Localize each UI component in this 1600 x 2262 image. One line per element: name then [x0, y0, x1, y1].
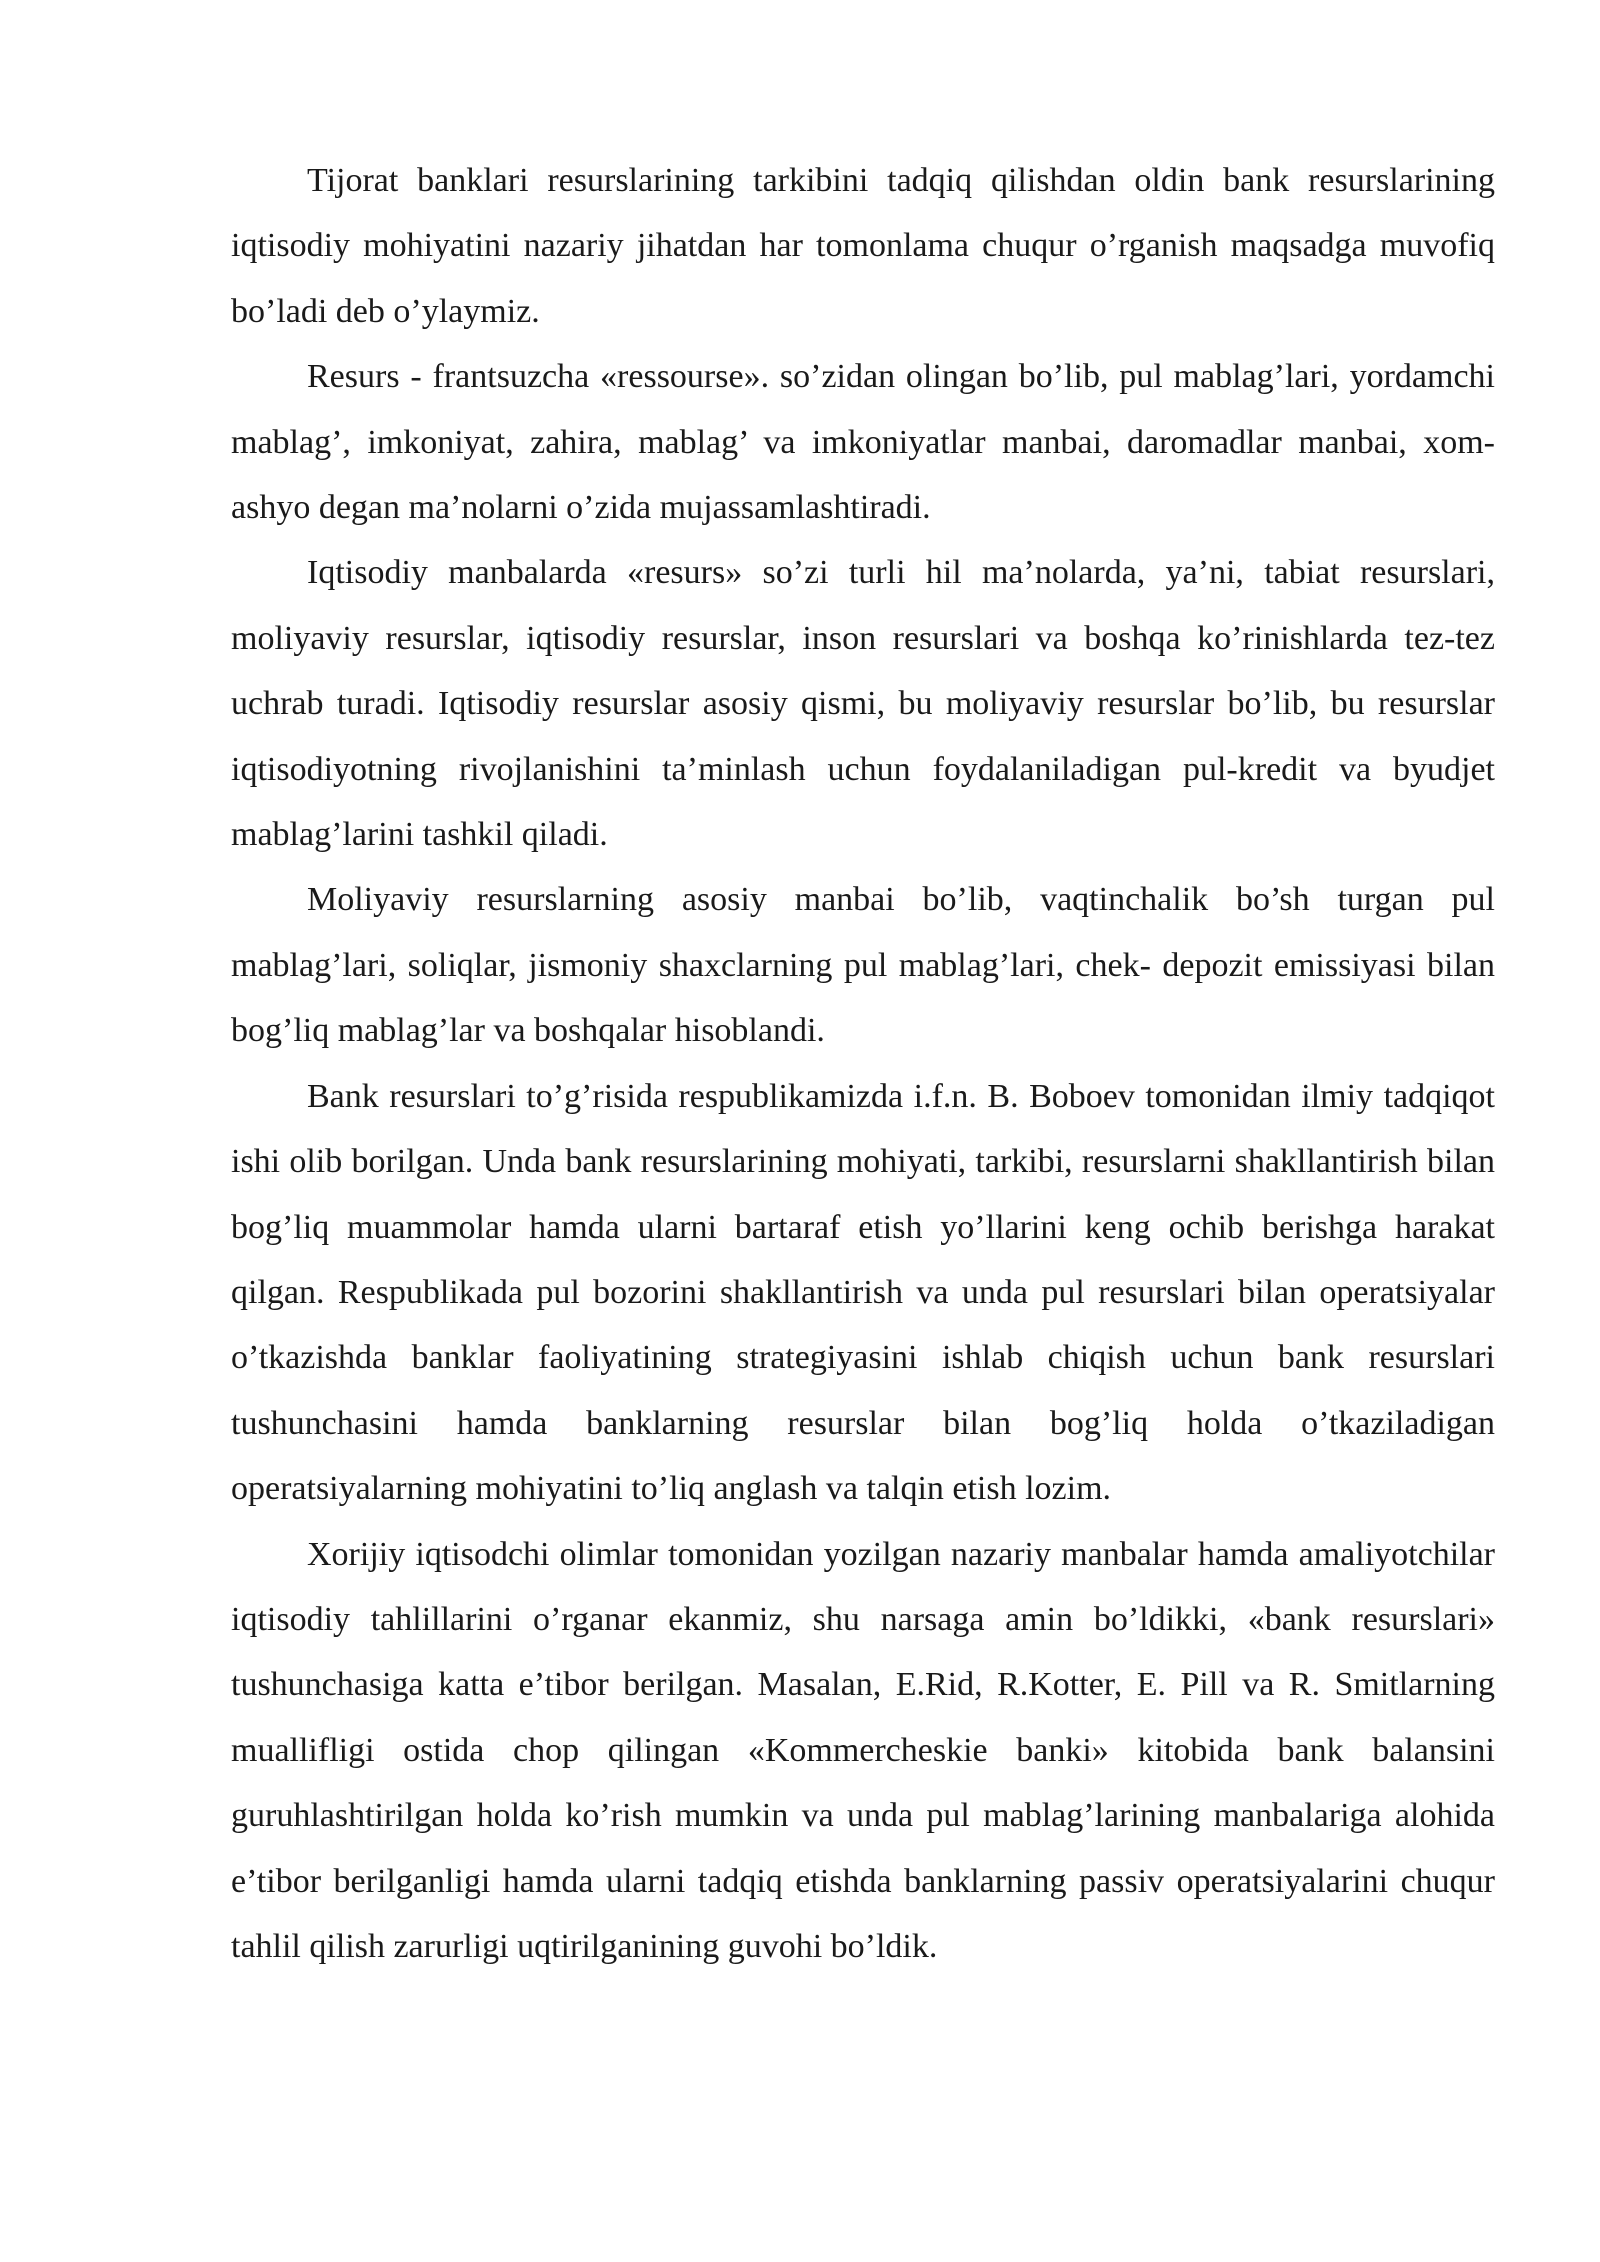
- paragraph: Iqtisodiy manbalarda «resurs» so’zi turli hil ma’nolarda, ya’ni, tabiat resurslari, moliyaviy resurslar, iqtisodiy resurslar, inson resurslari va boshqa ko’rinishlarda tez-tez uchrab turadi. Iqtisodiy resurslar asosiy qismi, bu moliyaviy resurslar bo’lib, bu resurslar iqtisodiyotning rivojlanishini ta’minlash uchun foydalaniladigan pul-kredit va byudjet mablag’larini tashkil qiladi.: [231, 554, 1495, 854]
- paragraph: Moliyaviy resurslarning asosiy manbai bo’lib, vaqtinchalik bo’sh turgan pul mablag’lari, soliqlar, jismoniy shaxclarning pul mablag’lari, chek- depozit emissiyasi bilan bog’liq mablag’lar va boshqalar hisoblandi.: [231, 881, 1495, 1050]
- paragraph: Xorijiy iqtisodchi olimlar tomonidan yozilgan nazariy manbalar hamda amaliyotchilar iqtisodiy tahlillarini o’rganar ekanmiz, shu narsaga amin bo’ldikki, «bank resurslari» tushunchasiga katta e’tibor berilgan. Masalan, E.Rid, R.Kotter, E. Pill va R. Smitlarning muallifligi ostida chop qilingan «Kommercheskie banki» kitobida bank balansini guruhlashtirilgan holda ko’rish mumkin va unda pul mablag’larining manbalariga alohida e’tibor berilganligi hamda ularni tadqiq etishda banklarning passiv operatsiyalarini chuqur tahlil qilish zarurligi uqtirilganining guvohi bo’ldik.: [231, 1535, 1495, 1965]
- paragraph: Resurs - frantsuzcha «ressourse». so’zidan olingan bo’lib, pul mablag’lari, yordamchi mablag’, imkoniyat, zahira, mablag’ va imkoniyatlar manbai, daromadlar manbai, xom-ashyo degan ma’nolarni o’zida mujassamlashtiradi.: [231, 358, 1495, 527]
- paragraph: Bank resurslari to’g’risida respublikamizda i.f.n. B. Boboev tomonidan ilmiy tadqiqot ishi olib borilgan. Unda bank resurslarining mohiyati, tarkibi, resurslarni shakllantirish bilan bog’liq muammolar hamda ularni bartaraf etish yo’llarini keng ochib berishga harakat qilgan. Respublikada pul bozorini shakllantirish va unda pul resurslari bilan operatsiyalar o’tkazishda banklar faoliyatining strategiyasini ishlab chiqish uchun bank resurslari tushunchasini hamda banklarning resurslar bilan bog’liq holda o’tkaziladigan operatsiyalarning mohiyatini to’liq anglash va talqin etish lozim.: [231, 1077, 1495, 1508]
- paragraph: Tijorat banklari resurslarining tarkibini tadqiq qilishdan oldin bank resurslarining iqtisodiy mohiyatini nazariy jihatdan har tomonlama chuqur o’rganish maqsadga muvofiq bo’ladi deb o’ylaymiz.: [231, 162, 1495, 330]
- body-text: [231, 148, 1495, 1979]
